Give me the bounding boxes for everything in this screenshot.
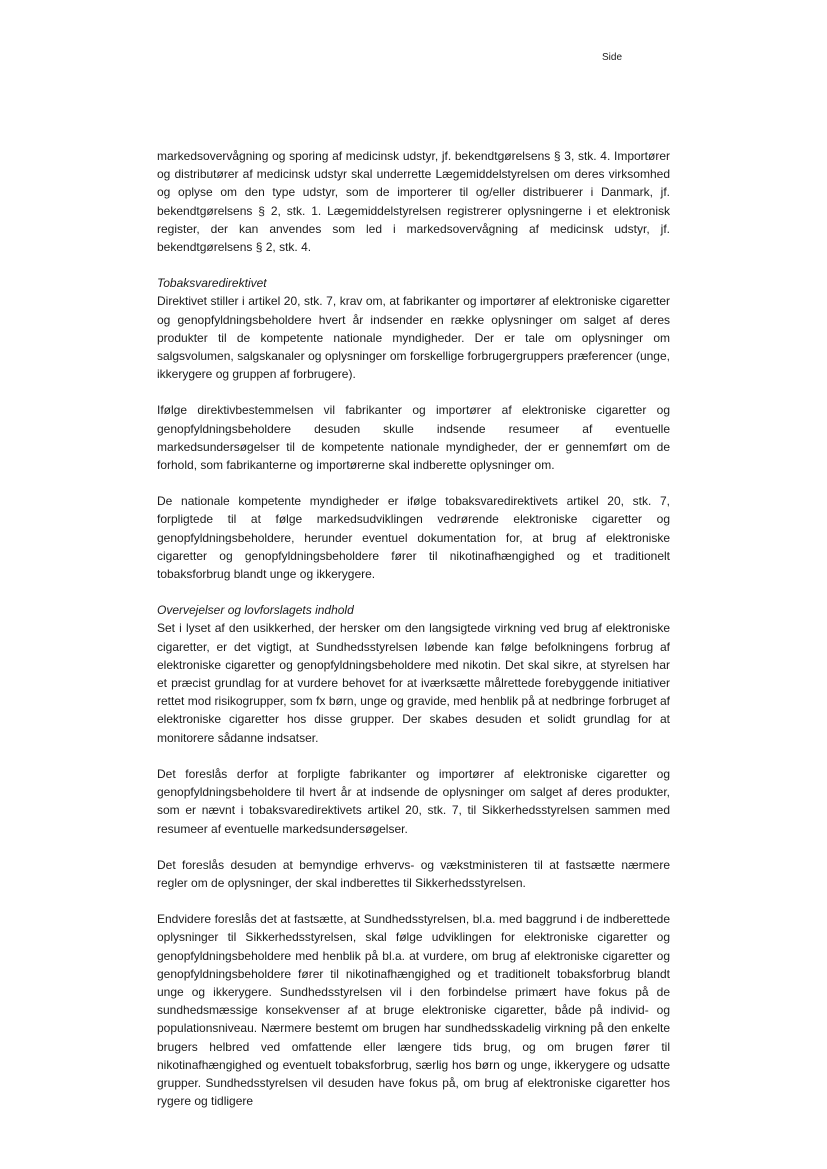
paragraph-uncertainty-monitoring: Set i lyset af den usikkerhed, der hersker om den langsigtede virkning ved brug af elektroniske cigaretter, er det vigtigt, at Sundhedsstyrelsen løbende kan følge befolkningens forbrug af elektroniske cigaretter og genopfyldningsbeholdere med nikotin. Det skal sikre, at styrelsen har et præcist grundlag for at vurdere behovet for at iværksætte målrettede forebyggende initiativer rettet mod risikogrupper, som fx børn, unge og gravide, med henblik på at nedbringe forbruget af elektroniske cigaretter hos disse grupper. Der skabes desuden et solidt grundlag for at monitorere sådanne indsatser. [157,621,670,745]
section-heading-overvejelser: Overvejelser og lovforslagets indhold [157,603,354,618]
paragraph-market-surveillance: markedsovervågning og sporing af medicinsk udstyr, jf. bekendtgørelsens § 3, stk. 4. Importører og distributører af medicinsk udstyr skal underrette Lægemiddelstyrelsen om deres virksomhed og oplyse om den type udstyr, som de importerer til og/eller distribuerer i Danmark, jf. bekendtgørelsens § 2, stk. 1. Lægemiddelstyrelsen registrerer oplysningerne i et elektronisk register, der kan anvendes som led i markedsovervågning af medicinsk udstyr, jf. bekendtgørelsens § 2, stk. 4. [157,149,670,255]
page-number-label: Side [602,52,623,63]
section-heading-tobaksvaredirektivet: Tobaksvaredirektivet [157,276,267,291]
document-body [157,147,670,1110]
paragraph-market-research-summaries: Ifølge direktivbestemmelsen vil fabrikanter og importører af elektroniske cigaretter og genopfyldningsbeholdere desuden skulle indsende resumeer af eventuelle markedsundersøgelser til de kompetente nationale myndigheder, der er gennemført om de forhold, som fabrikanterne og importørerne skal indberette oplysninger om. [157,403,670,473]
paragraph-proposal-reporting-obligation: Det foreslås derfor at forpligte fabrikanter og importører af elektroniske cigaretter og genopfyldningsbeholdere til hvert år at indsende de oplysninger om salget af deres produkter, som er nævnt i tobaksvaredirektivets artikel 20, stk. 7, til Sikkerhedsstyrelsen sammen med resumeer af eventuelle markedsundersøgelser. [157,766,670,836]
paragraph-national-authorities: De nationale kompetente myndigheder er ifølge tobaksvaredirektivets artikel 20, stk. 7, forpligtede til at følge markedsudviklingen vedrørende elektroniske cigaretter og genopfyldningsbeholdere, herunder eventuel dokumentation for, at brug af elektroniske cigaretter og genopfyldningsbeholdere fører til nikotinafhængighed og et traditionelt tobaksforbrug blandt unge og ikkerygere. [157,494,670,582]
paragraph-directive-article-20: Direktivet stiller i artikel 20, stk. 7, krav om, at fabrikanter og importører af elektroniske cigaretter og genopfyldningsbeholdere hvert år indsender en række oplysninger om salget af deres produkter til de kompetente nationale myndigheder. Der er tale om oplysninger om salgsvolumen, salgskanaler og oplysninger om forskellige forbrugergruppers præferencer (unge, ikkerygere og gruppen af forbrugere). [157,294,670,382]
paragraph-proposal-minister-authority: Det foreslås desuden at bemyndige erhvervs- og vækstministeren til at fastsætte nærmere regler om de oplysninger, der skal indberettes til Sikkerhedsstyrelsen. [157,857,670,890]
paragraph-sundhedsstyrelsen-monitoring: Endvidere foreslås det at fastsætte, at Sundhedsstyrelsen, bl.a. med baggrund i de indberettede oplysninger til Sikkerhedsstyrelsen, skal følge udviklingen for elektroniske cigaretter og genopfyldningsbeholdere med henblik på bl.a. at vurdere, om brug af elektroniske cigaretter og genopfyldningsbeholdere fører til nikotinafhængighed og et traditionelt tobaksforbrug blandt unge og ikkerygere. Sundhedsstyrelsen vil i den forbindelse primært have fokus på de sundhedsmæssige konsekvenser af at bruge elektroniske cigaretter, både på individ- og populationsniveau. Nærmere bestemt om brugen har sundhedsskadelig virkning på den enkelte brugers helbred ved omfattende eller længere tids brug, og om brugen fører til nikotinafhængighed og eventuelt tobaksforbrug, særlig hos børn og unge, ikkerygere og udsatte grupper. Sundhedsstyrelsen vil desuden have fokus på, om brug af elektroniske cigaretter hos rygere og tidligere [157,912,670,1109]
